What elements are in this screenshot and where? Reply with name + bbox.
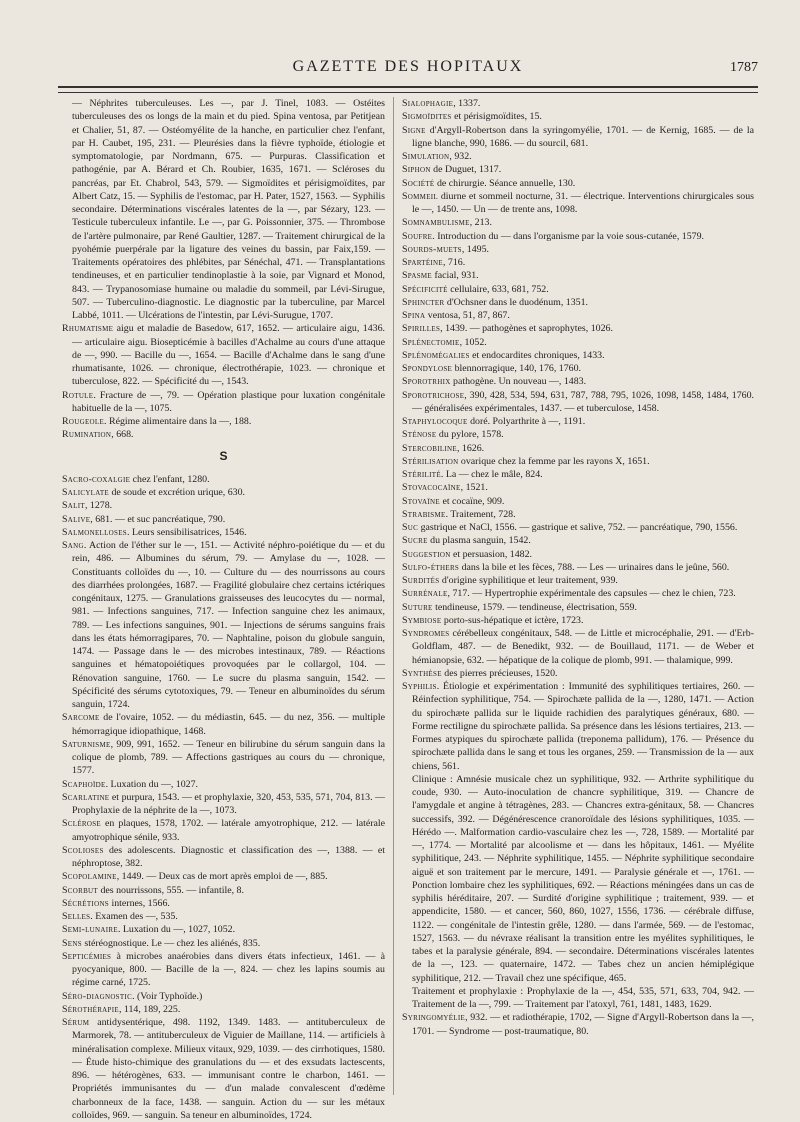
entry-head-word: Stovaïne bbox=[402, 495, 440, 507]
entry-text: du pylore, 1578. bbox=[436, 429, 504, 441]
entry-text: , 1495. bbox=[461, 243, 489, 255]
entry-head-word: Spartéine bbox=[402, 257, 443, 268]
index-entry bbox=[402, 110, 754, 123]
entry-head-word: Scaphoïde bbox=[62, 778, 106, 790]
entry-head-word: Scolioses bbox=[62, 844, 104, 856]
entry-head-word: Surrénale bbox=[402, 588, 448, 600]
index-entry bbox=[402, 243, 754, 256]
index-entry bbox=[402, 362, 754, 375]
entry-text: . Leurs sensibilisatrices, 1546. bbox=[127, 526, 247, 538]
index-entry bbox=[62, 415, 385, 428]
entry-head-word: Sérothérapie bbox=[62, 1003, 119, 1015]
entry-head-word: Spirilles bbox=[402, 323, 441, 335]
entry-text: . Étiologie et expérimentation : Immunité des syphilitiques tertiaires, 260. — Réinfection syphilitique, 754. — Spirochæte pallida de la —, 1280, 1471. — Action du spirochæte pallida sur le liquide rachidien des paralytiques généraux, 680. — Forme rectiligne du spirochæte pallida. Sa présence dans les lésions tertiaires, 213. — Formes atypiques du spirochæte pallida (treponema pallidum), 176. — Présence du spirochæte pallida dans le sang et tous les organes, 259. — Transmission de la — aux chiens, 561. bbox=[412, 681, 754, 772]
entry-text: , 1449. — Deux cas de mort après emploi de —, 885. bbox=[116, 871, 328, 883]
entry-text: , 717. — Hypertrophie expérimentale des capsules — chez le chien, 723. bbox=[447, 588, 736, 600]
entry-head-word: Siphon bbox=[402, 164, 431, 176]
index-entry bbox=[402, 428, 754, 441]
entry-head-word: Selles bbox=[62, 911, 91, 922]
index-entry bbox=[62, 990, 385, 1003]
entry-head-word: Soufre bbox=[402, 230, 433, 242]
entry-text: aigu et maladie de Basedow, 617, 1652. — articulaire aigu, 1436. — articulaire aigu. Biosepticémie à bacilles d'Achalme au cours d'une attaque de —, 990. — Bacille du —, 1654. — Bacille d'Achalme dans le sang d'une rhumatisante, 1026. — chronique, électrothérapie, 1023. — chronique et tuberculose, 822. — Spécificité du —, 1543. bbox=[72, 323, 385, 388]
entry-text: des adolescents. Diagnostic et classification des —, 1388. — et néphroptose, 382. bbox=[72, 844, 385, 869]
entry-text: facial, 931. bbox=[432, 270, 479, 282]
entry-head-word: Société bbox=[402, 177, 435, 189]
entry-head-word: Scarlatine bbox=[62, 791, 110, 803]
entry-text: doré. Polyarthrite à —, 1191. bbox=[467, 416, 586, 427]
entry-head-word: Semi-lunaire bbox=[62, 924, 118, 936]
index-entry bbox=[62, 389, 385, 416]
entry-text: porto-sus-hépatique et ictère, 1723. bbox=[441, 614, 584, 626]
entry-head-word: Rumination bbox=[62, 429, 112, 441]
entry-text: , 681. — et suc pancréatique, 790. bbox=[90, 513, 226, 525]
index-entry bbox=[402, 150, 754, 163]
entry-text: , 1337. bbox=[453, 98, 481, 109]
index-entry bbox=[62, 738, 385, 778]
entry-text: et purpura, 1543. — et prophylaxie, 320, 453, 535, 571, 704, 813. — Prophylaxie de la néphrite de la —, 1073. bbox=[72, 791, 385, 816]
index-entry bbox=[402, 283, 754, 296]
entry-head-word: Salive bbox=[62, 513, 91, 525]
entry-head-word: Spondylose bbox=[402, 363, 453, 374]
entry-head-word: Septicémies bbox=[62, 950, 112, 962]
entry-head-word: Suggestion bbox=[402, 548, 451, 560]
entry-text: , 1052. bbox=[459, 336, 487, 348]
entry-head-word: Sporotrichose bbox=[402, 389, 465, 401]
index-entry bbox=[62, 897, 385, 910]
entry-head-word: Sucre bbox=[402, 535, 428, 547]
entry-head-word: Stovacocaïne bbox=[402, 482, 461, 494]
header-rule-thin bbox=[58, 92, 758, 93]
entry-text: . Luxation du —, 1027, 1052. bbox=[117, 924, 236, 936]
entry-text: et endocardites chroniques, 1433. bbox=[469, 349, 605, 361]
entry-text: et persuasion, 1482. bbox=[450, 548, 533, 560]
entry-head-word: Signe bbox=[402, 124, 426, 136]
index-entry bbox=[402, 455, 754, 468]
entry-head-word: Scopolamine bbox=[62, 871, 117, 883]
entry-head-word: Séro-diagnostic bbox=[62, 990, 133, 1002]
entry-text: , 390, 428, 534, 594, 631, 787, 788, 795, 1026, 1098, 1458, 1484, 1760. — généralisées expérimentales, 1437. — et tuberculose, 1458. bbox=[412, 389, 754, 414]
entry-text: en plaques, 1578, 1702. — latérale amyotrophique, 212. — latérale amyotrophique sénile, 933. bbox=[72, 818, 385, 843]
index-entry bbox=[402, 680, 754, 773]
entry-text: dans la bile et les fèces, 788. — Les — urinaires dans le jeûne, 560. bbox=[459, 561, 730, 573]
entry-head-word: Rougeole bbox=[62, 416, 105, 427]
entry-text: ventosa, 51, 87, 867. bbox=[425, 310, 510, 321]
entry-head-word: Stérilisation bbox=[402, 455, 459, 467]
entry-head-word: Salmonelloses bbox=[62, 526, 128, 538]
entry-text: du plasma sanguin, 1542. bbox=[427, 535, 531, 547]
index-entry bbox=[402, 481, 754, 494]
index-entry bbox=[402, 601, 754, 614]
entry-text: . Traitement, 728. bbox=[445, 508, 516, 520]
index-entry bbox=[402, 1011, 754, 1038]
index-entry bbox=[62, 539, 385, 711]
index-entry bbox=[402, 773, 754, 985]
index-entry bbox=[402, 521, 754, 534]
left-column bbox=[62, 97, 385, 1121]
entry-head-word: Spina bbox=[402, 310, 426, 321]
entry-head-word: Stérilité bbox=[402, 469, 441, 480]
index-entry bbox=[62, 910, 385, 923]
entry-text: de soude et excrétion urique, 630. bbox=[109, 487, 246, 498]
entry-text: , 1521. bbox=[460, 482, 488, 494]
entry-head-word: Rhumatisme bbox=[62, 323, 114, 335]
entry-text: blennorragique, 140, 176, 1760. bbox=[452, 363, 582, 374]
right-column bbox=[402, 97, 754, 1101]
entry-text: . La — chez le mâle, 824. bbox=[440, 469, 543, 480]
entry-text: internes, 1566. bbox=[109, 897, 170, 909]
index-entry bbox=[402, 163, 754, 176]
journal-title: GAZETTE DES HOPITAUX bbox=[292, 58, 524, 75]
entry-text: Traitement et prophylaxie : Prophylaxie de la —, 454, 535, 571, 633, 704, 942. — Traitement de la —, 799. — Traitement par l'atoxyl, 761, 1481, 1483, 1629. bbox=[412, 985, 754, 1010]
entry-text: et périsigmoïdites, 15. bbox=[451, 111, 542, 123]
index-entry bbox=[402, 442, 754, 455]
entry-head-word: Staphylocoque bbox=[402, 416, 468, 427]
entry-head-word: Scorbut bbox=[62, 884, 98, 896]
index-entry bbox=[402, 534, 754, 547]
entry-head-word: Sens bbox=[62, 937, 82, 949]
index-entry bbox=[62, 884, 385, 897]
index-entry bbox=[62, 791, 385, 818]
index-entry bbox=[402, 415, 754, 428]
entry-head-word: Suc bbox=[402, 522, 419, 533]
entry-text: de l'ovaire, 1052. — du médiastin, 645. — du nez, 356. — multiple hémorragique idiopathique, 1468. bbox=[72, 712, 385, 737]
left-entries-s bbox=[62, 473, 385, 1122]
index-entry bbox=[402, 495, 754, 508]
entry-head-word: Sacro-coxalgie bbox=[62, 473, 131, 485]
index-entry bbox=[62, 937, 385, 950]
entry-text: d'Argyll-Robertson dans la syringomyélie, 1701. — de Kernig, 1685. — de la ligne blanche, 990, 1686. — du sourcil, 681. bbox=[412, 124, 754, 149]
entry-text: , 1439. — pathogènes et saprophytes, 1026. bbox=[440, 323, 613, 335]
entry-head-word: Spasme bbox=[402, 270, 432, 282]
index-entry bbox=[402, 548, 754, 561]
index-entry bbox=[402, 667, 754, 680]
entry-text: ovarique chez la femme par les rayons X, 1651. bbox=[458, 455, 650, 467]
entry-text: , 932. bbox=[449, 151, 472, 162]
entry-text: . (Voir Typhoïde.) bbox=[132, 990, 203, 1002]
entry-head-word: Sulfo-éthers bbox=[402, 561, 460, 573]
index-entry bbox=[402, 587, 754, 600]
entry-text: de chirurgie. Séance annuelle, 130. bbox=[434, 177, 576, 189]
entry-text: antidysentérique, 498. 1192, 1349. 1483. — antituberculeux de Marmorek, 78. — antituberculeux de Viguier de Maillane, 114. — artificiels à minéralisation complexe. Milieux vitaux, 929, 1039. — des cirrhotiques, 1580. — Étude histo-chimique des granulations du — et des exsudats lactescents, 896. — hétérogènes, 633. — immunisant contre le charbon, 1461. — Propriétés immunisantes du — d'un malade convalescent d'œdème charbonneux de la face, 1438. — sanguin. Action du — sur les métaux colloïdes, 969. — sanguin. Sa teneur en albuminoïdes, 1724. bbox=[72, 1017, 385, 1121]
index-entry bbox=[402, 124, 754, 151]
entry-head-word: Sommeil bbox=[402, 190, 438, 202]
index-entry bbox=[62, 499, 385, 512]
index-entry bbox=[402, 216, 754, 229]
entry-head-word: Sphincter bbox=[402, 296, 445, 308]
index-entry bbox=[402, 322, 754, 335]
entry-head-word: Syndromes bbox=[402, 628, 450, 639]
entry-head-word: Splénectomie bbox=[402, 336, 460, 348]
entry-head-word: Stercobiline bbox=[402, 442, 457, 454]
index-entry bbox=[402, 561, 754, 574]
index-entry bbox=[62, 1003, 385, 1016]
index-entry bbox=[402, 508, 754, 521]
entry-head-word: Splénomégalies bbox=[402, 349, 470, 361]
entry-text: diurne et sommeil nocturne, 31. — électrique. Interventions chirurgicales sous le —, 1450. — Un — de trente ans, 1098. bbox=[412, 190, 754, 215]
running-header bbox=[58, 52, 758, 82]
entry-text: . Action de l'éther sur le —, 151. — Activité néphro-poiétique du — et du rein, 486. — Albumines du sérum, 79. — Amylase du —, 1028. — Constituants colloïdes du —, 10. — Culture du — des nourrissons au cours des diarrhées prolongées, 1687. — Fragilité globulaire chez certains ictériques congénitaux, 1275. — Granulations graisseuses des leucocytes du — normal, 981. — Infections sanguines, 717. — Infection sanguine chez les animaux, 789. — Les infections sanguines, 901. — Injections de sérums sanguins frais dans les états hémorragipares, 70. — Naphtaline, poison du globule sanguin, 1474. — Passage dans le — des microbes intestinaux, 789. — Réactions sanguines et hématopoiétiques provoquées par le collargol, 104. — Rénovation sanguine, 1760. — Le sucre du plasma sanguin, 1542. — Spécificité des sérums cytotoxiques, 79. — Teneur en albuminoïdes du sérum sanguin, 1724. bbox=[72, 540, 385, 710]
index-entry bbox=[62, 513, 385, 526]
entry-head-word: Somnambulisme bbox=[402, 217, 470, 229]
entry-text: , 909, 991, 1652. — Teneur en bilirubine du sérum sanguin dans la colique de plomb, 789. — Affections gastriques au cours du — chronique, 1577. bbox=[72, 738, 385, 777]
entry-text: d'origine syphilitique et leur traitement, 939. bbox=[439, 575, 618, 586]
index-entry bbox=[402, 177, 754, 190]
index-entry bbox=[402, 269, 754, 282]
index-entry bbox=[402, 627, 754, 667]
entry-text: et cocaïne, 909. bbox=[439, 495, 505, 507]
index-entry bbox=[402, 256, 754, 269]
entry-head-word: Sténose bbox=[402, 429, 437, 441]
index-entry bbox=[62, 486, 385, 499]
entry-text: cellulaire, 633, 681, 752. bbox=[447, 283, 549, 295]
entry-text: , 932. — et radiothérapie, 1702, — Signe d'Argyll-Robertson dans la —, 1701. — Syndrome — post-traumatique, 80. bbox=[412, 1012, 754, 1037]
entry-head-word: Spécificité bbox=[402, 283, 448, 295]
section-letter-s: S bbox=[219, 448, 228, 463]
entry-text: pathogène. Un nouveau —, 1483. bbox=[450, 376, 587, 388]
index-entry bbox=[402, 389, 754, 416]
entry-head-word: Strabisme bbox=[402, 508, 446, 520]
entry-text: . Fracture de —, 79. — Opération plastique pour luxation congénitale habituelle de la —, 1075. bbox=[72, 389, 385, 414]
index-entry bbox=[402, 296, 754, 309]
entry-head-word: Salit bbox=[62, 500, 85, 512]
index-entry bbox=[62, 950, 385, 990]
entry-text: . Examen des —, 535. bbox=[90, 911, 178, 922]
entry-text: de Duguet, 1317. bbox=[430, 164, 502, 176]
index-entry bbox=[62, 526, 385, 539]
entry-head-word: Sourds-muets bbox=[402, 243, 462, 255]
entry-head-word: Sarcome bbox=[62, 712, 100, 724]
index-entry bbox=[402, 97, 754, 110]
entry-head-word: Surdités bbox=[402, 575, 440, 586]
index-entry bbox=[402, 190, 754, 217]
entry-text: gastrique et NaCl, 1556. — gastrique et salive, 752. — pancréatique, 790, 1556. bbox=[418, 522, 738, 533]
entry-text: , 1278. bbox=[84, 500, 113, 512]
index-entry bbox=[62, 844, 385, 871]
index-entry bbox=[402, 985, 754, 1012]
entry-text: tendineuse, 1579. — tendineuse, électrisation, 559. bbox=[432, 601, 637, 613]
index-entry bbox=[402, 349, 754, 362]
index-entry bbox=[402, 336, 754, 349]
entry-head-word: Simulation bbox=[402, 151, 450, 162]
entry-text: , 1626. bbox=[456, 442, 485, 454]
entry-text: d'Ochsner dans le duodénum, 1351. bbox=[444, 296, 588, 308]
entry-text: à microbes anaérobies dans divers états infectieux, 1461. — à pyocyanique, 800. — Bacille de la —, 824. — chez les lapins soumis au régime carné, 1725. bbox=[72, 950, 385, 989]
left-entries-r bbox=[62, 97, 385, 442]
entry-text: . Luxation du —, 1027. bbox=[105, 778, 199, 790]
entry-head-word: Sang bbox=[62, 540, 84, 551]
column-divider bbox=[393, 97, 394, 1095]
entry-head-word: Syringomyélie bbox=[402, 1012, 466, 1024]
index-entry bbox=[62, 817, 385, 844]
entry-text: , 213. bbox=[469, 217, 492, 229]
entry-text: , 114, 189, 225. bbox=[118, 1003, 181, 1015]
entry-head-word: Sclérose bbox=[62, 818, 102, 830]
entry-head-word: Saturnisme bbox=[62, 738, 111, 750]
entry-text: stéréognostique. Le — chez les aliénés, 835. bbox=[81, 937, 261, 949]
index-entry bbox=[402, 468, 754, 481]
entry-head-word: Sécrétions bbox=[62, 897, 109, 909]
entry-text: — Néphrites tuberculeuses. Les —, par J. Tinel, 1083. — Ostéites tuberculeuses des os longs de la main et du pied. Spina ventosa, par Petitjean et Chalier, 51, 87. — Ostéomyélite de la hanche, en particulier chez l'enfant, par H. Caubet, 195, 231. — Pleurésies dans la fièvre typhoïde, étiologie et symptomatologie, par Nordmann, 675. — Purpuras. Classification et pathogénie, par A. Bérard et Ch. Roubier, 1635, 1671. — Scléroses du pancréas, par Et. Chabrol, 543, 579. — Sigmoïdites et périsigmoïdites, par Albert Catz, 15. — Syphilis de l'estomac, par H. Pater, 1527, 1563. — Syphilis secondaire. Déterminations viscérales latentes de la —, par Sézary, 123. — Testicule tuberculeux infantile. Le —, par G. Poissonnier, 375. — Thrombose de l'artère pulmonaire, par René Gaultier, 1287. — Traitement chirurgical de la pyohémie puerpérale par la ligature des veines du bassin, par Faix,159. — Traitements opératoires des phlébites, par Sénéchal, 471. — Transplantations tendineuses, et en particulier tendinoplastie à la soie, par Vignard et Monod, 843. — Trypanosomiase humaine ou maladie du sommeil, par Lévi-Sirugue, 507. — Tuberculino-diagnostic. Le diagnostic par la tuberculine, par Marcel Labbé, 1011. — Ulcérations de l'intestin, par Lévi-Surugue, 1707. bbox=[72, 98, 385, 321]
entry-head-word: Sporotrhix bbox=[402, 376, 451, 388]
entry-text: des pierres précieuses, 1520. bbox=[441, 667, 558, 679]
entry-head-word: Salicylate bbox=[62, 487, 109, 498]
index-entry bbox=[62, 923, 385, 936]
entry-head-word: Sialophagie bbox=[402, 98, 454, 109]
entry-head-word: Syphilis bbox=[402, 681, 437, 692]
entry-head-word: Symbiose bbox=[402, 614, 442, 626]
entry-text: des nourrissons, 555. — infantile, 8. bbox=[98, 884, 244, 896]
index-entry bbox=[402, 230, 754, 243]
index-entry bbox=[402, 375, 754, 388]
index-entry bbox=[62, 870, 385, 883]
entry-text: chez l'enfant, 1280. bbox=[130, 473, 210, 485]
index-entry bbox=[62, 428, 385, 441]
entry-text: cérébelleux congénitaux, 548. — de Little et microcéphalie, 291. — d'Erb-Goldflam, 487. — de Benedikt, 932. — de Bouillaud, 1171. — de Weber et hémianopsie, 632. — hépatique de la colique de plomb, 991. — thalamique, 999. bbox=[412, 628, 754, 666]
entry-head-word: Synthèse bbox=[402, 667, 442, 679]
index-entry bbox=[402, 309, 754, 322]
header-rule-thick bbox=[58, 86, 758, 88]
index-entry bbox=[62, 778, 385, 791]
entry-head-word: Sérum bbox=[62, 1017, 90, 1028]
index-entry bbox=[62, 97, 385, 322]
index-entry bbox=[62, 473, 385, 486]
entry-text: Clinique : Amnésie musicale chez un syphilitique, 932. — Arthrite syphilitique du coude, 930. — Auto-inoculation de chancre syphilitique, 319. — Chancre de l'amygdale et angine à tétragènes, 283. — Chancres extra-génitaux, 58. — Chancres successifs, 392. — Dégénérescence cranoroïdale des lésions syphilitiques, 1035. — Hérédo —. Malformation cardio-vasculaire chez les —, 728, 1589. — Mortalité par —, 1774. — Mortalité par alcoolisme et — dans les hôpitaux, 1461. — Myélite syphilitique, 243. — Néphrite syphilitique, 1455. — Néphrite syphilitique secondaire aiguë et son traitement par le mercure, 1491. — Paralysie générale et —, 1761. — Ponction lombaire chez les syphilitiques, 692. — Réactions méningées dans un cas de syphilis héréditaire, 207. — Surdité d'origine syphilitique ; traitement, 939. — et appendicite, 1580. — et cancer, 560, 860, 1027, 1556, 1736. — cérébrale diffuse, 1122. — congénitale de l'intestin grêle, 1280. — dans l'armée, 569. — de l'estomac, 1527, 1563. — du névraxe réalisant la transition entre les myélites syphilitiques, le tabes et la paralysie générale, 894. — secondaire. Déterminations viscérales latentes de la —, 123. — quaternaire, 1472. — Tabes chez un ancien hémiplégique syphilitique, 212. — Travail chez une spécifique, 465. bbox=[412, 773, 754, 984]
entry-head-word: Sigmoïdites bbox=[402, 111, 452, 123]
entry-head-word: Rotule bbox=[62, 389, 94, 401]
index-entry bbox=[402, 614, 754, 627]
entry-text: , 716. bbox=[442, 257, 466, 268]
index-entry bbox=[62, 711, 385, 738]
index-entry bbox=[62, 1016, 385, 1122]
index-entry bbox=[62, 322, 385, 388]
entry-text: , 668. bbox=[111, 429, 134, 441]
entry-head-word: Suture bbox=[402, 601, 433, 613]
entry-text: . Introduction du — dans l'organisme par la voie sous-cutanée, 1579. bbox=[432, 230, 704, 242]
entry-text: . Régime alimentaire dans la —, 188. bbox=[104, 416, 252, 427]
page-number: 1787 bbox=[730, 60, 758, 75]
index-entry bbox=[402, 574, 754, 587]
